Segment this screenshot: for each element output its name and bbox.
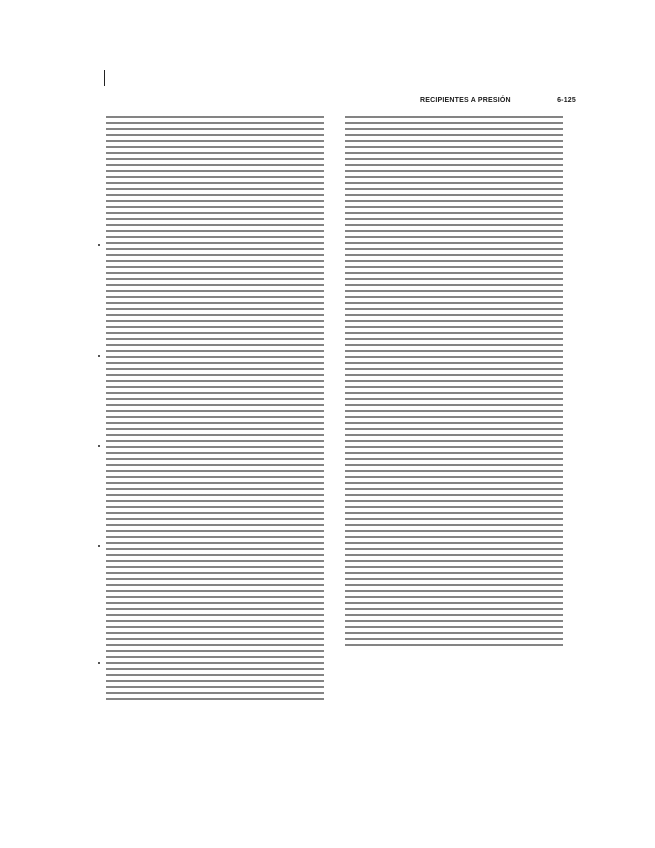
margin-mark bbox=[98, 445, 100, 447]
margin-mark bbox=[98, 545, 100, 547]
running-header bbox=[420, 97, 576, 109]
header-title: RECIPIENTES A PRESIÓN bbox=[420, 97, 511, 104]
text-column-left bbox=[106, 116, 324, 701]
text-column-right bbox=[345, 116, 563, 646]
margin-mark bbox=[98, 244, 100, 246]
illegible-body-text bbox=[345, 116, 563, 646]
illegible-body-text bbox=[106, 116, 324, 701]
margin-mark bbox=[98, 355, 100, 357]
page-number: 6-125 bbox=[557, 97, 576, 104]
margin-mark bbox=[98, 662, 100, 664]
crop-mark bbox=[104, 70, 105, 86]
